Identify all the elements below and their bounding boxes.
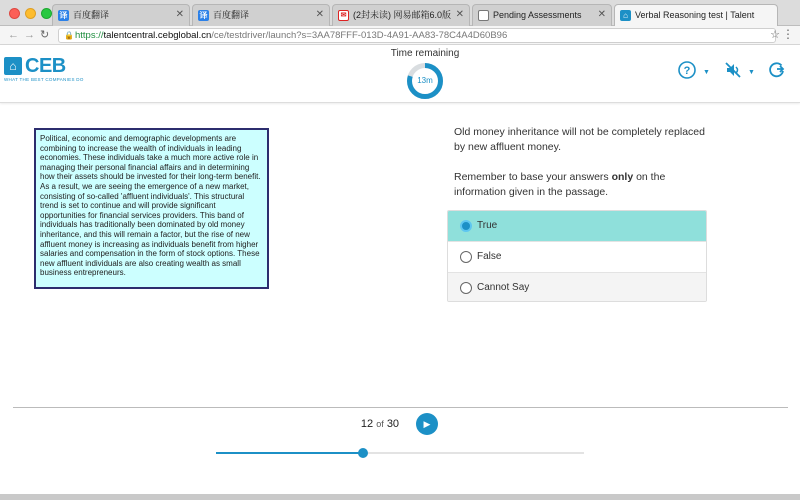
tab-title: Pending Assessments: [493, 10, 582, 20]
baidu-translate-icon: 译: [199, 11, 208, 20]
total-questions: 30: [386, 418, 400, 430]
forward-icon[interactable]: →: [24, 29, 35, 41]
bottom-bar: [0, 494, 800, 500]
option-label: False: [477, 251, 502, 262]
address-bar: [0, 26, 800, 45]
netease-mail-icon: ✉: [338, 10, 349, 21]
url-domain: talentcentral.cebglobal.cn: [103, 30, 212, 41]
url-scheme: https://: [75, 30, 104, 41]
browser-menu-icon[interactable]: ⋮: [782, 27, 794, 41]
browser-tab-baidu-2[interactable]: [192, 4, 330, 26]
lock-icon: 🔒: [64, 31, 74, 40]
next-question-button[interactable]: [416, 413, 438, 435]
counter-of: of: [376, 419, 384, 429]
url-field[interactable]: [58, 28, 776, 43]
instruction-text: Remember to base your answers: [454, 171, 612, 183]
option-label: True: [477, 220, 498, 231]
reading-passage: Political, economic and demographic developments are combining to increase the wealth of individuals in leading economies. These individuals take a much more active role in managing their personal financial affairs and in determining how their assets should be invested for their long-term benefit. As a result, we are seeing the emergence of a new market, consisting of so-called 'affluent individuals'. This structural trend is set to continue and will provide significant opportunities for financial services providers. This band of individuals has traditionally been dominated by old money inheritance, and this will remain a factor, but the rise of new affluent money is increasing as individuals benefit from higher salaries and compensation in the form of stock options. These new affluent individuals are also creating wealth as small business entrepreneurs.: [34, 128, 269, 289]
answer-option-false[interactable]: [448, 242, 706, 273]
progress-fill: [216, 452, 363, 454]
question-panel: [454, 125, 714, 200]
bookmark-star-icon[interactable]: ☆: [770, 29, 780, 41]
radio-button[interactable]: [460, 251, 472, 263]
timer-label: Time remaining: [390, 48, 460, 59]
window-close-button[interactable]: [9, 8, 20, 19]
progress-slider: [216, 452, 584, 454]
logo-text: CEB: [25, 55, 66, 77]
answer-option-cannot-say[interactable]: [448, 273, 706, 302]
chevron-down-icon[interactable]: ▼: [748, 69, 755, 76]
exit-icon[interactable]: [767, 60, 787, 80]
browser-tab-baidu-1[interactable]: [52, 4, 190, 26]
radio-button[interactable]: [460, 282, 472, 294]
baidu-translate-icon: 译: [59, 11, 68, 20]
tab-title: 百度翻译: [213, 10, 250, 20]
countdown-timer: [406, 62, 444, 100]
timer-value: 13m: [417, 76, 433, 85]
option-label: Cannot Say: [477, 282, 530, 293]
browser-tab-pending-assessments[interactable]: [472, 4, 612, 26]
url-path: /ce/testdriver/launch?s=3AA78FFF-013D-4A91-AA83-78C4A4D60B96: [211, 30, 508, 41]
close-icon[interactable]: ✕: [175, 9, 184, 20]
close-icon[interactable]: ✕: [315, 9, 324, 20]
question-counter: [330, 418, 430, 430]
close-icon[interactable]: ✕: [597, 9, 606, 20]
play-icon: ▶: [423, 419, 431, 429]
back-icon[interactable]: ←: [8, 29, 19, 41]
chevron-down-icon[interactable]: ▼: [703, 69, 710, 76]
instruction-emphasis: only: [611, 171, 634, 183]
sound-off-icon[interactable]: [723, 60, 743, 80]
ceb-logo: [4, 55, 84, 85]
progress-thumb: [358, 448, 368, 458]
document-icon: [478, 10, 489, 21]
window-zoom-button[interactable]: [41, 8, 52, 19]
footer-divider: [13, 407, 788, 408]
tab-title: 百度翻译: [73, 10, 110, 20]
tab-title: (2封未读) 网易邮箱6.0版: [353, 10, 452, 20]
logo-tagline: WHAT THE BEST COMPANIES DO: [4, 77, 84, 82]
reload-icon[interactable]: ↻: [40, 29, 50, 41]
question-statement: Old money inheritance will not be completely replaced by new affluent money.: [454, 126, 705, 153]
ceb-building-icon: ⌂: [4, 57, 22, 75]
current-question: 12: [360, 418, 374, 430]
instruction-text-end: on the information given in the passage.: [454, 171, 666, 198]
browser-tab-bar: [0, 0, 800, 26]
question-instruction: [454, 170, 714, 200]
answer-options: [447, 210, 707, 302]
close-icon[interactable]: ✕: [455, 9, 464, 20]
window-minimize-button[interactable]: [25, 8, 36, 19]
ceb-icon: ⌂: [620, 10, 631, 21]
answer-option-true[interactable]: [448, 211, 706, 242]
browser-tab-verbal-reasoning[interactable]: [614, 4, 778, 26]
tab-title: Verbal Reasoning test | Talent: [635, 10, 755, 20]
browser-tab-netease-mail[interactable]: [332, 4, 470, 26]
help-icon[interactable]: [677, 60, 697, 80]
svg-text:?: ?: [683, 65, 691, 77]
app-header: [0, 45, 800, 103]
radio-button[interactable]: [460, 220, 472, 232]
